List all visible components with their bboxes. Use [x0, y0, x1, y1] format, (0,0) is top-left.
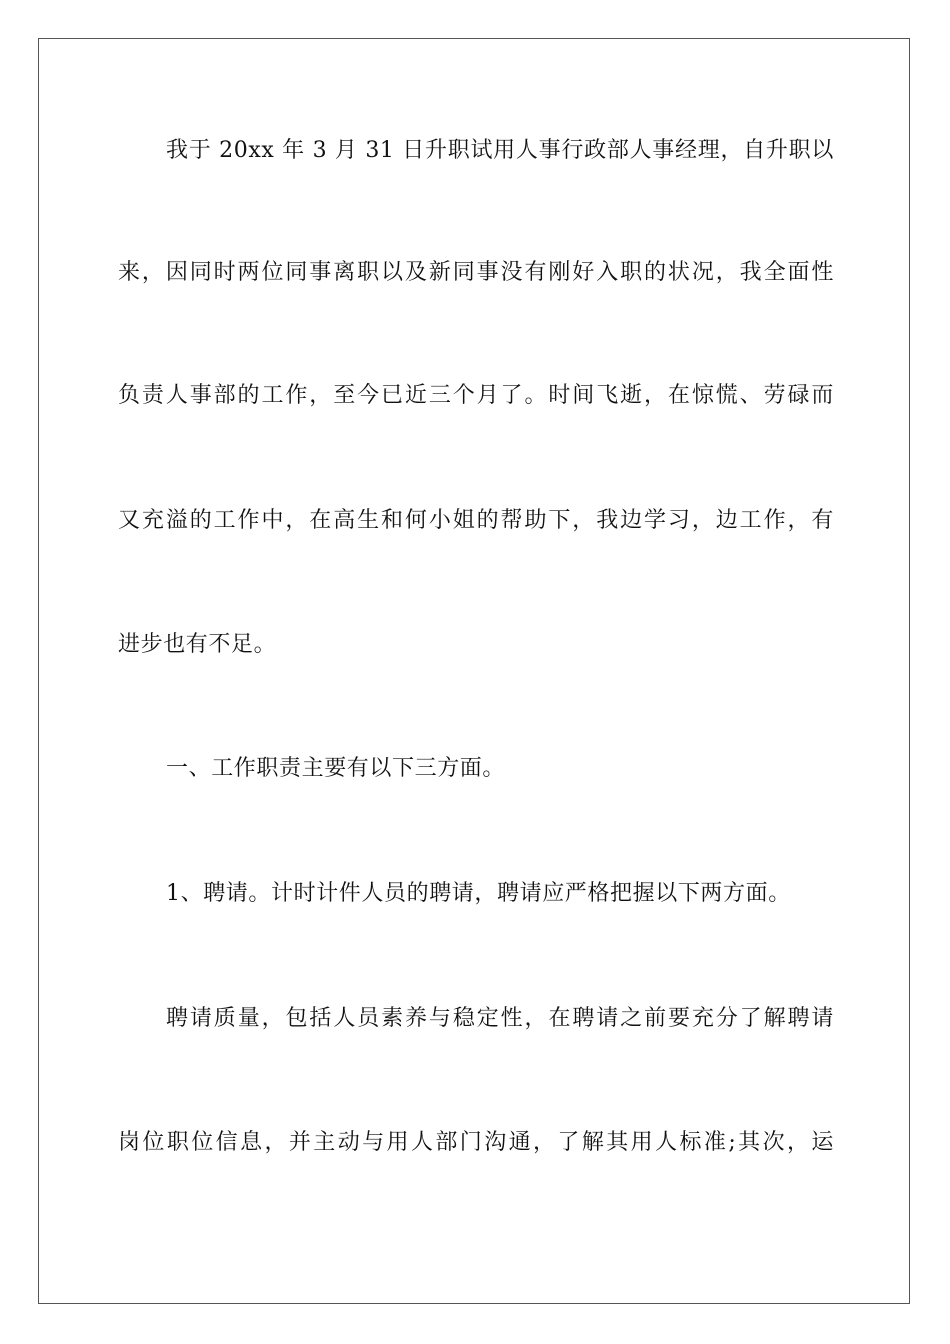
paragraph-line-7: 岗位职位信息，并主动与用人部门沟通，了解其用人标准;其次，运: [118, 1130, 834, 1155]
paragraph-line-2: 来，因同时两位同事离职以及新同事没有刚好入职的状况，我全面性: [118, 260, 834, 285]
paragraph-line-5: 进步也有不足。: [118, 632, 277, 657]
section-heading: 一、工作职责主要有以下三方面。: [166, 756, 506, 781]
subsection-heading: 1、聘请。计时计件人员的聘请，聘请应严格把握以下两方面。: [166, 881, 791, 906]
paragraph-line-3: 负责人事部的工作，至今已近三个月了。时间飞逝，在惊慌、劳碌而: [118, 383, 834, 408]
paragraph-line-1: 我于 20xx 年 3 月 31 日升职试用人事行政部人事经理，自升职以: [166, 138, 834, 163]
paragraph-line-6: 聘请质量，包括人员素养与稳定性，在聘请之前要充分了解聘请: [166, 1006, 834, 1031]
paragraph-line-4: 又充溢的工作中，在高生和何小姐的帮助下，我边学习，边工作，有: [118, 508, 834, 533]
page-border: [38, 38, 910, 1304]
